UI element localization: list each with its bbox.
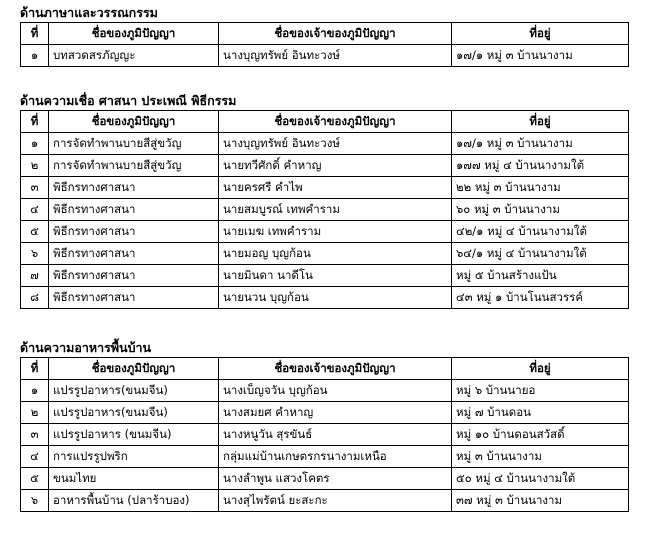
header-owner: ชื่อของเจ้าของภูมิปัญญา	[219, 358, 452, 380]
table-row	[21, 287, 629, 309]
header-wisdom-name: ชื่อของภูมิปัญญา	[49, 111, 219, 133]
cell-address: ๔๒/๑ หมู่ ๔ บ้านนางามใต้	[452, 221, 629, 243]
table-row	[21, 45, 629, 67]
header-wisdom-name: ชื่อของภูมิปัญญา	[49, 358, 219, 380]
cell-no: ๔	[21, 199, 49, 221]
header-address: ที่อยู่	[452, 23, 629, 45]
header-address: ที่อยู่	[452, 358, 629, 380]
table-row	[21, 468, 629, 490]
cell-wisdom-name: พิธีกรทางศาสนา	[49, 199, 219, 221]
section-beliefs-religion	[20, 92, 628, 309]
cell-owner: นางเบ็ญจวัน บุญก้อน	[219, 380, 452, 402]
cell-owner: นางสมยศ คำหาญ	[219, 402, 452, 424]
table-row	[21, 446, 629, 468]
cell-wisdom-name: แปรรูปอาหาร(ขนมจีน)	[49, 380, 219, 402]
table-row	[21, 402, 629, 424]
table-row	[21, 380, 629, 402]
cell-wisdom-name: แปรรูปอาหาร (ขนมจีน)	[49, 424, 219, 446]
cell-no: ๒	[21, 155, 49, 177]
cell-address: ๑๗/๑ หมู่ ๓ บ้านนางาม	[452, 133, 629, 155]
cell-address: ๑๗/๑ หมู่ ๓ บ้านนางาม	[452, 45, 629, 67]
cell-owner: นายมอญ บุญก้อน	[219, 243, 452, 265]
table-row	[21, 265, 629, 287]
cell-no: ๑	[21, 380, 49, 402]
cell-no: ๔	[21, 446, 49, 468]
cell-no: ๓	[21, 177, 49, 199]
cell-wisdom-name: การจัดทำพานบายสีสู่ขวัญ	[49, 133, 219, 155]
table-row	[21, 424, 629, 446]
cell-address: หมู่ ๓ บ้านนางาม	[452, 446, 629, 468]
header-no: ที่	[21, 358, 49, 380]
header-wisdom-name: ชื่อของภูมิปัญญา	[49, 23, 219, 45]
cell-owner: นายสมบูรณ์ เทพคำราม	[219, 199, 452, 221]
wisdom-table	[20, 110, 629, 309]
header-no: ที่	[21, 23, 49, 45]
cell-wisdom-name: การจัดทำพานบายสีสู่ขวัญ	[49, 155, 219, 177]
table-row	[21, 221, 629, 243]
cell-owner: นางสุไพรัตน์ ยะสะกะ	[219, 490, 452, 512]
table-row	[21, 199, 629, 221]
cell-owner: นางบุญทรัพย์ อินทะวงษ์	[219, 45, 452, 67]
table-row	[21, 490, 629, 512]
cell-wisdom-name: พิธีกรทางศาสนา	[49, 177, 219, 199]
cell-no: ๓	[21, 424, 49, 446]
cell-address: หมู่ ๕ บ้านสร้างแป้น	[452, 265, 629, 287]
cell-wisdom-name: พิธีกรทางศาสนา	[49, 265, 219, 287]
cell-no: ๑	[21, 133, 49, 155]
table-row	[21, 177, 629, 199]
cell-wisdom-name: พิธีกรทางศาสนา	[49, 243, 219, 265]
cell-no: ๕	[21, 221, 49, 243]
cell-no: ๖	[21, 490, 49, 512]
wisdom-table	[20, 22, 629, 67]
table-row	[21, 243, 629, 265]
cell-no: ๕	[21, 468, 49, 490]
cell-address: ๔๓ หมู่ ๑ บ้านโนนสวรรค์	[452, 287, 629, 309]
section-title: ด้านความเชื่อ ศาสนา ประเพณี พิธีกรรม	[20, 93, 237, 108]
cell-address: หมู่ ๑๐ บ้านดอนสวัสดิ์	[452, 424, 629, 446]
table-header-row	[21, 111, 629, 133]
cell-wisdom-name: พิธีกรทางศาสนา	[49, 221, 219, 243]
cell-no: ๘	[21, 287, 49, 309]
section-local-food	[20, 339, 628, 512]
cell-address: หมู่ ๖ บ้านนายอ	[452, 380, 629, 402]
cell-owner: นางหนูวัน สุรขันธ์	[219, 424, 452, 446]
cell-address: ๑๗๗ หมู่ ๔ บ้านนางามใต้	[452, 155, 629, 177]
cell-address: ๕๐ หมู่ ๔ บ้านนางามใต้	[452, 468, 629, 490]
header-owner: ชื่อของเจ้าของภูมิปัญญา	[219, 111, 452, 133]
cell-no: ๗	[21, 265, 49, 287]
cell-owner: นายครศรี คำไพ	[219, 177, 452, 199]
cell-owner: นายมินดา นาดีโน	[219, 265, 452, 287]
cell-owner: กลุ่มแม่บ้านเกษตรกรนางามเหนือ	[219, 446, 452, 468]
table-row	[21, 133, 629, 155]
cell-owner: นายนวน บุญก้อน	[219, 287, 452, 309]
section-title: ด้านความอาหารพื้นบ้าน	[20, 340, 152, 355]
cell-no: ๖	[21, 243, 49, 265]
table-row	[21, 155, 629, 177]
cell-wisdom-name: อาหารพื้นบ้าน (ปลาร้าบอง)	[49, 490, 219, 512]
cell-address: หมู่ ๗ บ้านดอน	[452, 402, 629, 424]
cell-wisdom-name: พิธีกรทางศาสนา	[49, 287, 219, 309]
cell-address: ๒๒ หมู่ ๓ บ้านนางาม	[452, 177, 629, 199]
header-address: ที่อยู่	[452, 111, 629, 133]
table-header-row	[21, 358, 629, 380]
cell-owner: นายเมฆ เทพคำราม	[219, 221, 452, 243]
cell-address: ๓๗ หมู่ ๓ บ้านนางาม	[452, 490, 629, 512]
cell-wisdom-name: การแปรรูปพริก	[49, 446, 219, 468]
cell-wisdom-name: ขนมไทย	[49, 468, 219, 490]
wisdom-table	[20, 357, 629, 512]
header-owner: ชื่อของเจ้าของภูมิปัญญา	[219, 23, 452, 45]
cell-owner: นางบุญทรัพย์ อินทะวงษ์	[219, 133, 452, 155]
section-language-literature	[20, 4, 628, 67]
table-header-row	[21, 23, 629, 45]
cell-address: ๖๔/๑ หมู่ ๔ บ้านนางามใต้	[452, 243, 629, 265]
cell-owner: นางลำพูน แสวงโคตร	[219, 468, 452, 490]
cell-wisdom-name: บทสวดสรภัญญะ	[49, 45, 219, 67]
section-title: ด้านภาษาและวรรณกรรม	[20, 5, 158, 20]
cell-owner: นายทวีศักดิ์ คำหาญ	[219, 155, 452, 177]
cell-no: ๑	[21, 45, 49, 67]
cell-address: ๖๐ หมู่ ๓ บ้านนางาม	[452, 199, 629, 221]
cell-wisdom-name: แปรรูปอาหาร(ขนมจีน)	[49, 402, 219, 424]
cell-no: ๒	[21, 402, 49, 424]
header-no: ที่	[21, 111, 49, 133]
